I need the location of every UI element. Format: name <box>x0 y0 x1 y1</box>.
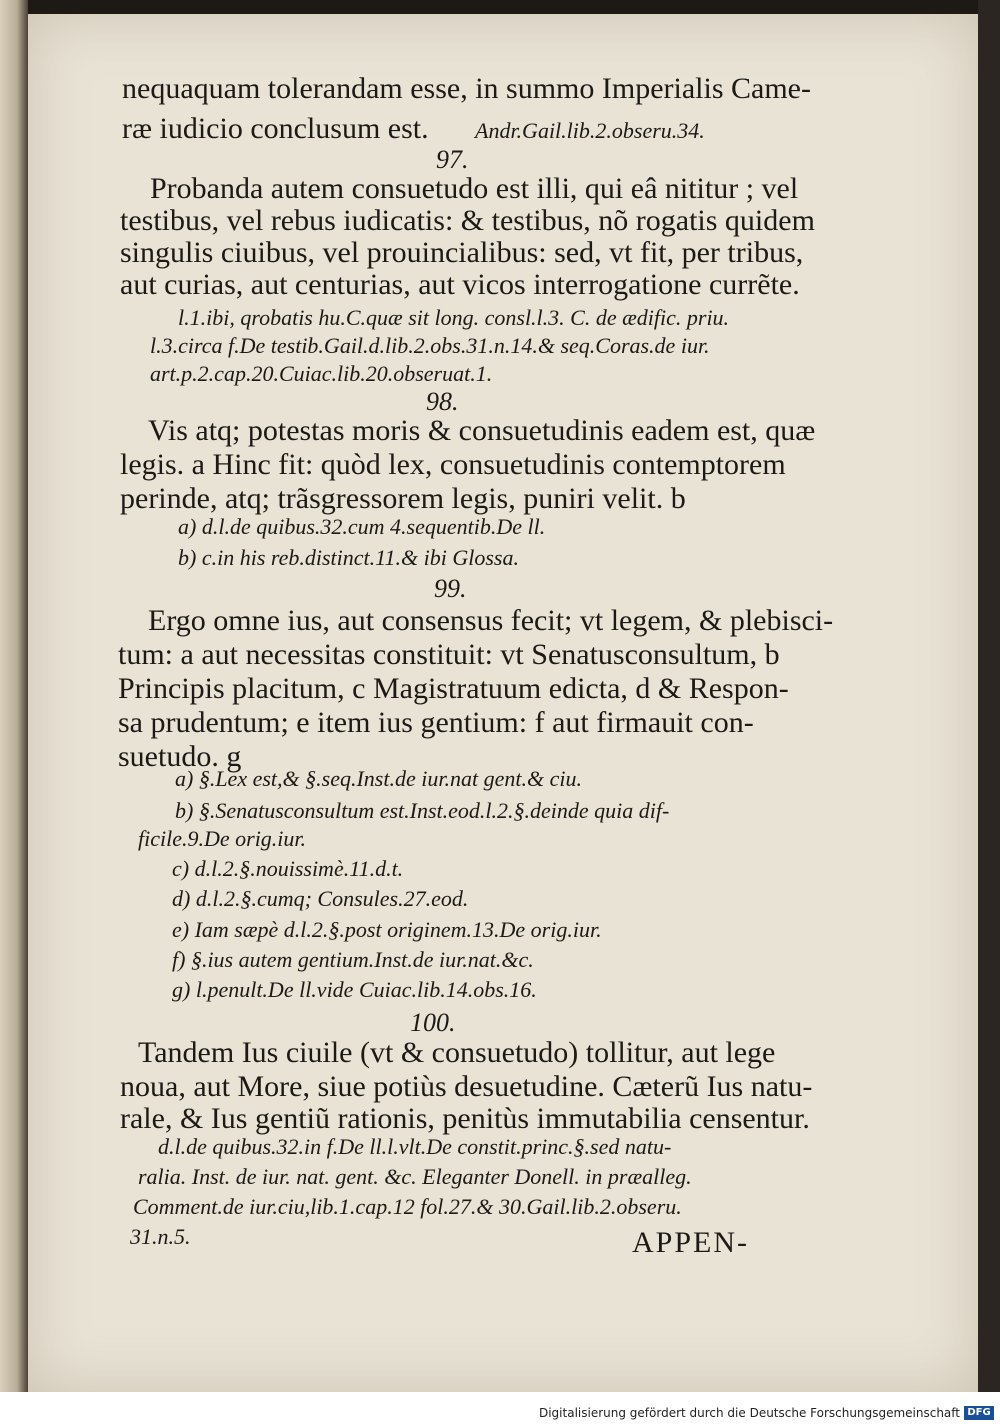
footnote-b: b) §.Senatusconsultum est.Inst.eod.l.2.§.deinde quia dif- <box>175 798 670 823</box>
text-line: Probanda autem consuetudo est illi, qui eâ nititur ; vel <box>150 172 799 205</box>
section-number: 97. <box>436 145 469 174</box>
section-number: 99. <box>434 574 467 603</box>
scan-top-edge <box>28 0 1000 14</box>
text-line: testibus, vel rebus iudicatis: & testibus, nõ rogatis quidem <box>120 204 815 237</box>
section-number: 98. <box>426 387 459 416</box>
footer-bar <box>0 1392 1000 1427</box>
citation-line: l.3.circa f.De testib.Gail.d.lib.2.obs.31.n.14.& seq.Coras.de iur. <box>150 333 710 358</box>
footnote-d: d) d.l.2.§.cumq; Consules.27.eod. <box>172 886 469 911</box>
text-line: suetudo. g <box>118 740 242 773</box>
text-line: nequaquam tolerandam esse, in summo Imperialis Came- <box>122 72 811 105</box>
text-line: perinde, atq; trãsgressorem legis, puniri velit. b <box>120 482 686 515</box>
funding-notice: Digitalisierung gefördert durch die Deutsche Forschungsgemeinschaft <box>538 1406 960 1420</box>
citation-line: art.p.2.cap.20.Cuiac.lib.20.obseruat.1. <box>150 361 493 386</box>
footnote-f: f) §.ius autem gentium.Inst.de iur.nat.&c. <box>172 947 534 972</box>
text-line: sa prudentum; e item ius gentium: f aut firmauit con- <box>118 706 754 739</box>
citation-line: Andr.Gail.lib.2.obseru.34. <box>475 118 705 143</box>
footnote-e: e) Iam sæpè d.l.2.§.post originem.13.De orig.iur. <box>172 917 602 942</box>
citation-line: ralia. Inst. de iur. nat. gent. &c. Eleganter Donell. in præalleg. <box>138 1164 692 1189</box>
book-spine-edge <box>0 0 28 1427</box>
text-line: Ergo omne ius, aut consensus fecit; vt legem, & plebisci- <box>148 604 834 637</box>
text-line: Principis placitum, c Magistratuum edicta, d & Respon- <box>118 672 789 705</box>
footnote-a: a) d.l.de quibus.32.cum 4.sequentib.De ll. <box>178 514 546 539</box>
footnote-g: g) l.penult.De ll.vide Cuiac.lib.14.obs.16. <box>172 977 537 1002</box>
footnote-a: a) §.Lex est,& §.seq.Inst.de iur.nat gent.& ciu. <box>175 766 582 791</box>
dfg-logo: DFG <box>964 1406 994 1420</box>
text-line: singulis ciuibus, vel prouincialibus: sed, vt fit, per tribus, <box>120 236 804 269</box>
citation-line: 31.n.5. <box>130 1224 191 1249</box>
text-line: noua, aut More, siue potiùs desuetudine. Cæterũ Ius natu- <box>120 1070 813 1103</box>
citation-line: Comment.de iur.ciu,lib.1.cap.12 fol.27.& 30.Gail.lib.2.obseru. <box>133 1194 682 1219</box>
text-line: aut curias, aut centurias, aut vicos interrogatione currẽte. <box>120 268 800 301</box>
text-line: rale, & Ius gentiũ rationis, penitùs immutabilia censentur. <box>120 1102 810 1135</box>
text-line: Tandem Ius ciuile (vt & consuetudo) tollitur, aut lege <box>138 1036 776 1069</box>
citation-line: d.l.de quibus.32.in f.De ll.l.vlt.De constit.princ.§.sed natu- <box>158 1134 672 1159</box>
catchword: APPEN- <box>632 1226 750 1259</box>
text-line: Vis atq; potestas moris & consuetudinis eadem est, quæ <box>148 414 816 447</box>
citation-line: ficile.9.De orig.iur. <box>138 826 307 851</box>
section-number: 100. <box>410 1008 456 1037</box>
text-line: tum: a aut necessitas constituit: vt Senatusconsultum, b <box>118 638 780 671</box>
scan-right-edge <box>978 0 1000 1427</box>
text-line: legis. a Hinc fit: quòd lex, consuetudinis contemptorem <box>120 448 786 481</box>
text-line: ræ iudicio conclusum est. <box>122 112 429 145</box>
citation-line: l.1.ibi, qrobatis hu.C.quæ sit long. consl.l.3. C. de ædific. priu. <box>178 305 730 330</box>
footnote-b: b) c.in his reb.distinct.11.& ibi Glossa. <box>178 545 519 570</box>
footnote-c: c) d.l.2.§.nouissimè.11.d.t. <box>172 856 404 881</box>
